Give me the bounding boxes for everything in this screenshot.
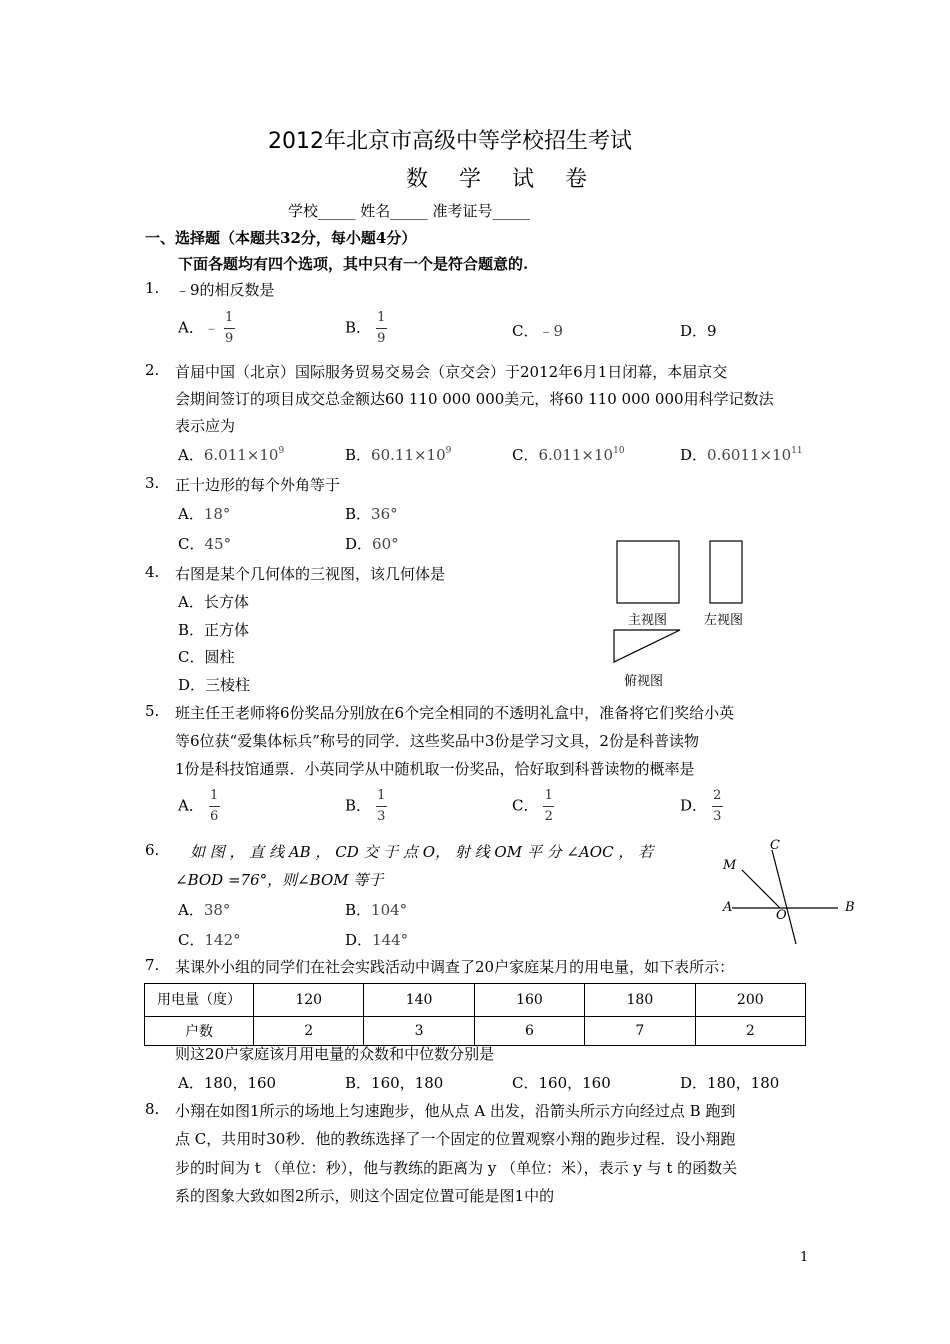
table-cell: 2 bbox=[254, 1017, 364, 1046]
table-row bbox=[145, 984, 806, 1017]
table-cell: 180 bbox=[585, 984, 695, 1017]
q5-option-a: A． $\frac{1}{6}$ bbox=[178, 788, 219, 824]
q1-option-a: A．﹣ $\frac{1}{9}$ bbox=[178, 310, 234, 346]
q7-stem: 某课外小组的同学们在社会实践活动中调查了20户家庭某月的用电量，如下表所示： bbox=[175, 958, 735, 976]
table-cell: 3 bbox=[364, 1017, 474, 1046]
point-b-label: B bbox=[845, 900, 855, 915]
table-cell: 2 bbox=[695, 1017, 805, 1046]
q6-line-1: 如 图 ， 直 线 AB ， CD 交 于 点 O， 射 线 OM 平 分 ∠AOC ， 若 bbox=[190, 843, 654, 861]
top-view-label: 俯视图 bbox=[624, 674, 664, 689]
q3-option-c: C．45° bbox=[178, 535, 232, 553]
q5-line-1: 班主任王老师将6份奖品分别放在6个完全相同的不透明礼盒中，准备将它们奖给小英 bbox=[175, 704, 735, 722]
q6-option-b: B．104° bbox=[345, 901, 408, 919]
q3-option-a: A．18° bbox=[178, 505, 231, 523]
section-instruction: 下面各题均有四个选项，其中只有一个是符合题意的. bbox=[178, 255, 529, 273]
q6-option-c: C．142° bbox=[178, 931, 241, 949]
q4-number: 4. bbox=[145, 563, 160, 581]
q4-option-c: C．圆柱 bbox=[178, 648, 235, 666]
q4-stem: 右图是某个几何体的三视图，该几何体是 bbox=[175, 565, 446, 583]
point-a-label: A bbox=[723, 900, 733, 915]
q8-line-3: 步的时间为 t （单位：秒），他与教练的距离为 y （单位：米），表示 y 与 t 的函数关 bbox=[175, 1159, 738, 1177]
q1-option-c: C．﹣9 bbox=[512, 322, 564, 340]
q4-option-d: D．三棱柱 bbox=[178, 676, 251, 694]
side-view-label: 左视图 bbox=[704, 613, 744, 628]
q1-stem: ﹣9的相反数是 bbox=[175, 281, 275, 299]
point-c-label: C bbox=[770, 838, 780, 853]
q6-number: 6. bbox=[145, 841, 160, 859]
page-number: 1 bbox=[800, 1250, 809, 1265]
q5-option-c: C． $\frac{1}{2}$ bbox=[512, 788, 553, 824]
q4-option-a: A．长方体 bbox=[178, 593, 249, 611]
table-cell: 7 bbox=[585, 1017, 695, 1046]
q3-number: 3. bbox=[145, 474, 160, 492]
front-view-square bbox=[617, 541, 679, 603]
student-info-line: 学校_____ 姓名_____ 准考证号_____ bbox=[288, 202, 531, 220]
line-cd bbox=[772, 850, 796, 944]
table-cell: 200 bbox=[695, 984, 805, 1017]
q6-option-d: D．144° bbox=[345, 931, 409, 949]
section-heading: 一、选择题（本题共32分，每小题4分） bbox=[145, 229, 417, 247]
exam-title: 2012年北京市高级中等学校招生考试 bbox=[268, 129, 632, 154]
point-m-label: M bbox=[723, 858, 737, 873]
side-view-rect bbox=[710, 541, 742, 603]
angle-figure bbox=[720, 840, 860, 950]
q8-line-4: 系的图象大致如图2所示，则这个固定位置可能是图1中的 bbox=[175, 1187, 555, 1205]
point-o-label: O bbox=[776, 908, 787, 923]
q7-option-b: B．160，180 bbox=[345, 1074, 444, 1092]
q8-line-2: 点 C，共用时30秒．他的教练选择了一个固定的位置观察小翔的跑步过程．设小翔跑 bbox=[175, 1130, 736, 1148]
q3-option-b: B．36° bbox=[345, 505, 398, 523]
q6-option-a: A．38° bbox=[178, 901, 231, 919]
q2-number: 2. bbox=[145, 361, 160, 379]
q7-option-d: D．180，180 bbox=[680, 1074, 780, 1092]
q5-line-2: 等6位获“爱集体标兵”称号的同学．这些奖品中3份是学习文具，2份是科普读物 bbox=[175, 732, 699, 750]
front-view-label: 主视图 bbox=[628, 613, 668, 628]
table-cell: 160 bbox=[474, 984, 584, 1017]
q7-number: 7. bbox=[145, 956, 160, 974]
q7-option-c: C．160，160 bbox=[512, 1074, 611, 1092]
row-header-usage: 用电量（度） bbox=[145, 984, 254, 1017]
q1-option-d: D．9 bbox=[680, 322, 717, 340]
q4-option-b: B．正方体 bbox=[178, 621, 250, 639]
q2-option-c: C．$6.011\times 10^{10}$ bbox=[512, 446, 625, 464]
q3-option-d: D．60° bbox=[345, 535, 399, 553]
electricity-usage-table bbox=[144, 983, 806, 1046]
table-cell: 140 bbox=[364, 984, 474, 1017]
q5-line-3: 1份是科技馆通票．小英同学从中随机取一份奖品，恰好取到科普读物的概率是 bbox=[175, 760, 695, 778]
q2-option-d: D．$0.6011\times 10^{11}$ bbox=[680, 446, 803, 464]
q5-option-b: B． $\frac{1}{3}$ bbox=[345, 788, 386, 824]
q7-option-a: A．180，160 bbox=[178, 1074, 277, 1092]
q2-line-3: 表示应为 bbox=[175, 417, 236, 435]
ray-om bbox=[742, 870, 780, 908]
q8-number: 8. bbox=[145, 1100, 160, 1118]
q2-line-2: 会期间签订的项目成交总金额达60 110 000 000美元，将60 110 000 000用科学记数法 bbox=[175, 390, 774, 408]
q1-option-b: B． $\frac{1}{9}$ bbox=[345, 310, 386, 346]
table-cell: 120 bbox=[254, 984, 364, 1017]
exam-subtitle: 数 学 试 卷 bbox=[406, 167, 599, 192]
q5-number: 5. bbox=[145, 702, 160, 720]
q2-option-b: B．$60.11\times 10^9$ bbox=[345, 446, 452, 464]
row-header-households: 户数 bbox=[145, 1017, 254, 1046]
table-cell: 6 bbox=[474, 1017, 584, 1046]
q5-option-d: D． $\frac{2}{3}$ bbox=[680, 788, 722, 824]
q7-question: 则这20户家庭该月用电量的众数和中位数分别是 bbox=[175, 1045, 495, 1063]
q1-a-fraction: $\frac{1}{9}$ bbox=[225, 310, 234, 346]
q1-b-fraction: $\frac{1}{9}$ bbox=[377, 310, 386, 346]
q2-line-1: 首届中国（北京）国际服务贸易交易会（京交会）于2012年6月1日闭幕，本届京交 bbox=[175, 363, 728, 381]
top-view-triangle bbox=[614, 630, 680, 662]
q3-stem: 正十边形的每个外角等于 bbox=[175, 476, 341, 494]
table-row bbox=[145, 1017, 806, 1046]
q2-option-a: A．$6.011\times 10^9$ bbox=[178, 446, 285, 464]
q8-line-1: 小翔在如图1所示的场地上匀速跑步，他从点 A 出发，沿箭头所示方向经过点 B 跑到 bbox=[175, 1102, 736, 1120]
q6-line-2: ∠BOD =76°，则∠BOM 等于 bbox=[175, 871, 384, 889]
q1-number: 1. bbox=[145, 279, 160, 297]
